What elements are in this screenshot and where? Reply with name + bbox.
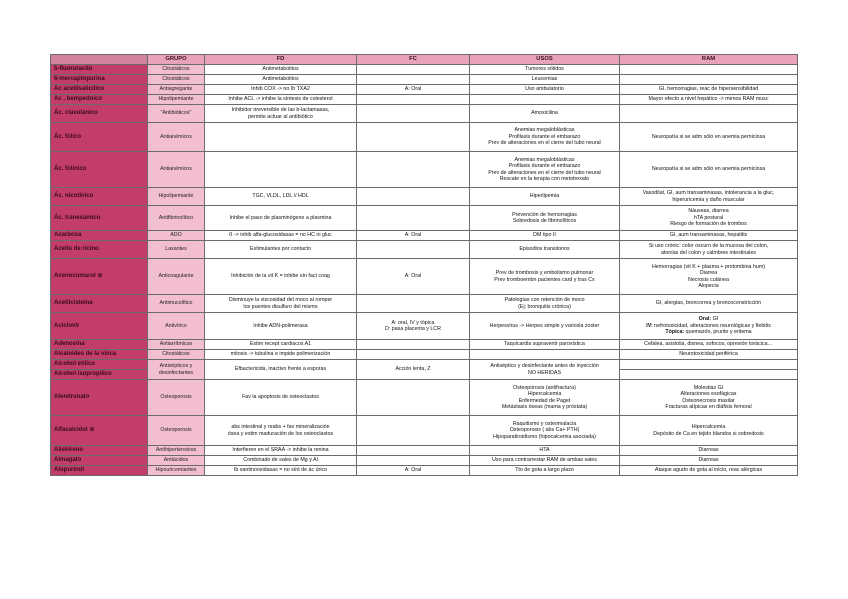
cell-line: Inhib COX -> no Ib TXA2 [251, 86, 310, 93]
cell-grupo: Citostáticos [148, 75, 205, 85]
cell-usos [470, 446, 620, 456]
cell-usos [470, 75, 620, 85]
cell-ram [620, 446, 798, 456]
cell-grupo: Antimucolítico [148, 295, 205, 313]
cell-grupo: Laxantes [148, 241, 205, 259]
cell-line: Rescate en la terapia con metotrexato [499, 175, 590, 182]
drug-name: Alcohol etílico [51, 360, 148, 370]
cell-line: Osteoporosis ( abs Ca+ PTH) [509, 427, 580, 434]
drug-name: Ác. nicotínico [51, 188, 148, 206]
cell-usos [470, 85, 620, 95]
drug-name: Aliskireno [51, 446, 148, 456]
cell-line: Uso para contrarrestar RAM de ambas sales [492, 457, 597, 464]
cell-fc [357, 416, 470, 446]
cell-line: Episodios transitorios [519, 246, 570, 253]
cell-fd [205, 95, 357, 105]
cell-line: Prev de trombosis y embolismo pulmonar [495, 270, 594, 277]
cell-usos [470, 231, 620, 241]
drug-name: Almagato [51, 456, 148, 466]
cell-line: Cefalea, asistolia, disnea, sofocos, opresión torácica… [644, 341, 773, 348]
cell-fd [205, 206, 357, 231]
cell-line: GI, hemorragias, reac de hipersensibilidad [658, 86, 759, 93]
cell-line: Taquicardia supraventr paroxística [504, 341, 585, 348]
cell-line: Raquitismo y osteomalacia [512, 420, 577, 427]
cell-line: Hiperlipemia [529, 193, 560, 200]
cell-usos [470, 466, 620, 476]
cell-grupo: Antifibrinolítico [148, 206, 205, 231]
header-corner [51, 55, 148, 65]
cell-fd [205, 188, 357, 206]
drug-name: Alopurinol [51, 466, 148, 476]
table-row [51, 466, 798, 476]
cell-line: Antiséptico y desinfectante antes de inyección [490, 363, 599, 370]
drug-name: Ác. folínico [51, 152, 148, 188]
cell-fd [205, 259, 357, 295]
cell-grupo: Antiagregante [148, 85, 205, 95]
cell-ram [620, 360, 798, 370]
cell-ram [620, 231, 798, 241]
cell-grupo: Antianémicos [148, 152, 205, 188]
cell-fc [357, 380, 470, 416]
cell-line: Sobredosis de fibrinolíticos [512, 218, 577, 224]
cell-line: Riesgo de formación de trombos [670, 221, 747, 228]
cell-line: Oral: GI [698, 316, 719, 323]
drug-name: Alcaloides de la vinca [51, 350, 148, 360]
cell-ram [620, 380, 798, 416]
drug-name: Ác. clavulánico [51, 105, 148, 123]
table-row [51, 360, 798, 370]
cell-grupo: "Antibióticos" [148, 105, 205, 123]
cell-line: Diarrea [699, 270, 718, 277]
table-row [51, 105, 798, 123]
cell-ram [620, 259, 798, 295]
cell-usos [470, 241, 620, 259]
cell-line: Prev de alteraciones en el cierre del tubo neural [488, 140, 601, 147]
cell-line: HTA [539, 447, 550, 454]
cell-line: Inhibe el paso de plasminógeno a plasmina [229, 214, 332, 221]
cell-line: IV: nefrotoxicidad, alteraciones neurológicas y flebitis [646, 322, 771, 329]
cell-line: Ib xantinooxidasas = no sínt de ác úrico [233, 467, 328, 474]
cell-ram [620, 95, 798, 105]
drug-name: Aceite de ricino [51, 241, 148, 259]
table-body [51, 65, 798, 476]
cell-fc [357, 350, 470, 360]
cell-line: Leucemias [531, 76, 558, 83]
cell-ram [620, 75, 798, 85]
cell-fc [357, 152, 470, 188]
cell-line: DM tipo II [533, 232, 556, 239]
cell-ram [620, 416, 798, 446]
drug-name: 6-mercaptopurina [51, 75, 148, 85]
cell-grupo: Citostáticos [148, 65, 205, 75]
cell-ram [620, 466, 798, 476]
cell-line: A: Oral [404, 467, 422, 474]
drug-name: Acarbosa [51, 231, 148, 241]
cell-line: Antimetabolitos [262, 66, 299, 73]
cell-line: Diarreas [698, 457, 719, 464]
cell-usos [470, 95, 620, 105]
cell-fc [357, 360, 470, 380]
cell-line: Metástasis óseas (mama y próstata) [501, 403, 588, 410]
cell-usos [470, 105, 620, 123]
table-row [51, 206, 798, 231]
cell-ram [620, 188, 798, 206]
cell-line: Osteoporosis (antifractura) [513, 384, 576, 391]
drug-name: Ác acetilsalicílico [51, 85, 148, 95]
header-usos: USOS [470, 55, 620, 65]
cell-fc [357, 123, 470, 152]
drug-name: Ác . bempedoico [51, 95, 148, 105]
cell-line: Mayor efecto a nivel hepático -> menos RAM musc [648, 96, 769, 103]
cell-line: Ataque agudo de gota al inicio, reac alérgicas [654, 467, 763, 474]
cell-line: NO HERIDAS [528, 369, 561, 376]
cell-ram [620, 85, 798, 95]
cell-usos [470, 340, 620, 350]
cell-line: TGC, VLDL, LDL // HDL [252, 193, 309, 200]
table-row [51, 313, 798, 340]
cell-line: Tópica: quemazón, prurito y eritema [665, 329, 752, 336]
cell-line: Neuropatía si se adm sólo en anemia perniciosa [651, 166, 766, 173]
cell-line: A: oral, IV y tópica [391, 319, 435, 326]
cell-fd [205, 152, 357, 188]
cell-line: Hipercalcemia [527, 391, 562, 398]
cell-line: Neurotoxicidad periférica [679, 351, 738, 358]
cell-line: Interfieren en el SRAA -> inhibe la renina [232, 447, 329, 454]
cell-grupo: Anticoagulante [148, 259, 205, 295]
cell-fc [357, 75, 470, 85]
cell-fc [357, 105, 470, 123]
table-row [51, 188, 798, 206]
cell-line: mitosis -> tubulina e impide polimerización [230, 351, 331, 358]
cell-line: Inhibidor irreversible de las b-lactamasas, [231, 107, 330, 114]
cell-usos [470, 259, 620, 295]
cell-ram [620, 206, 798, 231]
cell-line: Patologías con retención de moco [504, 297, 585, 304]
cell-grupo: Hipolipemiante [148, 188, 205, 206]
cell-fd [205, 340, 357, 350]
cell-line: ósea y estim maduración de los osteoclastos [227, 430, 334, 437]
cell-fc [357, 206, 470, 231]
cell-usos [470, 313, 620, 340]
cell-line: Fav la apoptosis de osteoclastos [242, 394, 319, 401]
cell-line: GI, alergias, broncorrea y broncoconstricción [655, 300, 762, 307]
cell-grupo: Antihipertensivos [148, 446, 205, 456]
cell-line: A: Oral [404, 232, 422, 239]
cell-line: Estimulantes por contacto [250, 246, 311, 253]
cell-line: Hipoparatiroidismo (hipocalcemia asociada) [493, 433, 596, 440]
cell-usos [470, 380, 620, 416]
cell-line: Tto de gota a largo plazo [515, 467, 574, 474]
cell-line: Necrosis cutánea [688, 276, 729, 283]
cell-line: A: Oral [404, 86, 422, 93]
cell-line: Enfermedad de Paget [518, 397, 571, 404]
cell-usos [470, 152, 620, 188]
cell-grupo: Antisépticos y desinfectantes [148, 360, 205, 380]
table-row [51, 123, 798, 152]
cell-line: Depósito de Ca en tejido blandos si sobredosis [653, 430, 764, 437]
cell-line: permite actuar al antibiótico [248, 113, 313, 120]
pharmacology-table [50, 54, 798, 476]
header-fc: FC [357, 55, 470, 65]
drug-name: Acenocumarol ⊕ [51, 259, 148, 295]
cell-fd [205, 123, 357, 152]
table-row [51, 65, 798, 75]
cell-line: Hemorragias (vit K + plasma + protombina hum) [651, 263, 766, 270]
table-row [51, 85, 798, 95]
cell-ram [620, 456, 798, 466]
cell-fd [205, 380, 357, 416]
cell-line: Inhibe ADN-polimerasa [253, 322, 308, 329]
table-row [51, 241, 798, 259]
cell-line: Profilaxis durante el embarazo [508, 163, 581, 170]
cell-ram [620, 370, 798, 380]
cell-fd [205, 75, 357, 85]
cell-line: Prev de alteraciones en el cierre del tubo neural [488, 169, 601, 176]
table-row [51, 446, 798, 456]
cell-line: hTA postural [693, 214, 724, 221]
cell-line: Prev tromboembn pacientes card y tras Cx [494, 276, 595, 283]
drug-name: Acetilcisteína [51, 295, 148, 313]
cell-ram [620, 105, 798, 123]
cell-fd [205, 466, 357, 476]
drug-name: Alfacalcidol ⊕ [51, 416, 148, 446]
cell-line: Inhibición de la vit K = inhibe sín fact coag [231, 273, 330, 280]
cell-fd [205, 456, 357, 466]
cell-line: D: pasa placenta y LCR [385, 326, 441, 332]
cell-line: Herpesvirus -> Herpes simple y varicela zoster [489, 322, 600, 329]
cell-grupo: Antianémicos [148, 123, 205, 152]
cell-line: Hipercalcemia [691, 424, 726, 431]
cell-grupo: Hipolipemiante [148, 95, 205, 105]
cell-grupo: Hipouricemiantes [148, 466, 205, 476]
cell-fc [357, 241, 470, 259]
cell-ram [620, 313, 798, 340]
cell-ram [620, 350, 798, 360]
table-row [51, 95, 798, 105]
cell-line: Uso ambulatorio [525, 86, 564, 93]
cell-line: Efbactericida, inactivo frente a esporas [234, 366, 327, 373]
cell-grupo: Osteoporosis [148, 380, 205, 416]
cell-fd [205, 416, 357, 446]
cell-fc [357, 295, 470, 313]
cell-fc [357, 65, 470, 75]
drug-name: Ác. tranexámico [51, 206, 148, 231]
cell-line: atonías del colon y calmbres intestinales [660, 249, 757, 256]
cell-line: Inhibe ACL -> inhibe la síntesis de colesterol [228, 96, 333, 103]
cell-line: Náuseas, diarrea [688, 208, 729, 215]
cell-usos [470, 456, 620, 466]
cell-fd [205, 350, 357, 360]
cell-usos [470, 360, 620, 380]
cell-line: Amoxicilina [531, 110, 558, 117]
table-row [51, 340, 798, 350]
cell-grupo: Antiarrítmicos [148, 340, 205, 350]
header-fd: FD [205, 55, 357, 65]
cell-grupo: Antivírico [148, 313, 205, 340]
cell-line: los puentes disulfuro del mismo [243, 303, 318, 310]
cell-ram [620, 295, 798, 313]
cell-usos [470, 188, 620, 206]
cell-fd [205, 85, 357, 95]
cell-grupo: Citostáticos [148, 350, 205, 360]
header-ram: RAM [620, 55, 798, 65]
cell-fc [357, 231, 470, 241]
cell-fc [357, 340, 470, 350]
cell-usos [470, 416, 620, 446]
cell-fd [205, 313, 357, 340]
cell-fd [205, 446, 357, 456]
cell-fc [357, 85, 470, 95]
cell-line: ß -> inhib alfa-glucosidasas = no HC ni gluc [229, 232, 332, 239]
cell-ram [620, 152, 798, 188]
cell-line: Estim recept cardiacos A1 [249, 341, 312, 348]
drug-name: Alendronato [51, 380, 148, 416]
cell-usos [470, 123, 620, 152]
cell-line: Combinado de sales de Mg y Al [243, 457, 318, 464]
cell-fd [205, 295, 357, 313]
cell-line: Disminuye la viscosidad del moco al romper [228, 297, 333, 304]
table-row [51, 231, 798, 241]
cell-line: Neuropatía si se adm sólo en anemia perniciosa [651, 133, 766, 140]
cell-line: Profilaxis durante el embarazo [508, 133, 581, 140]
cell-fd [205, 241, 357, 259]
drug-name: Adenosina [51, 340, 148, 350]
cell-line: Anemias megaloblásticas [514, 156, 575, 163]
cell-ram [620, 241, 798, 259]
cell-usos [470, 295, 620, 313]
cell-fc [357, 188, 470, 206]
cell-fd [205, 65, 357, 75]
cell-line: GI, aum transaminasas, hepatitis [669, 232, 748, 239]
cell-line: Si uso crónic: color oscuro de la mucosa del colon, [648, 243, 769, 250]
cell-line: Osteonecrosis maxilar [682, 397, 735, 404]
cell-fc [357, 259, 470, 295]
cell-line: Acción lenta, Z [395, 366, 431, 373]
table-row [51, 259, 798, 295]
table-row [51, 380, 798, 416]
cell-usos [470, 65, 620, 75]
cell-line: Diarreas [698, 447, 719, 454]
cell-fd [205, 105, 357, 123]
table-row [51, 350, 798, 360]
drug-name: Ác. fólico [51, 123, 148, 152]
cell-fc [357, 456, 470, 466]
cell-grupo: ADO [148, 231, 205, 241]
cell-ram [620, 65, 798, 75]
table-row [51, 75, 798, 85]
header-grupo: GRUPO [148, 55, 205, 65]
cell-line: Molestias GI [693, 384, 724, 391]
cell-ram [620, 123, 798, 152]
drug-name: 5-fluoruracilo [51, 65, 148, 75]
cell-line: A: Oral [404, 273, 422, 280]
cell-line: (Ej: bronquitis crónica) [518, 303, 571, 310]
table-row [51, 416, 798, 446]
cell-grupo: Osteoporosis [148, 416, 205, 446]
cell-fc [357, 466, 470, 476]
cell-fd [205, 360, 357, 380]
cell-fc [357, 446, 470, 456]
cell-line: abs intestinal y reabs + fav mineralización [231, 424, 330, 431]
cell-line: Vasodilat, GI, aum transaminasas, intolerancia a la gluc, [642, 190, 775, 197]
cell-grupo: Antiácidos [148, 456, 205, 466]
cell-usos [470, 206, 620, 231]
cell-usos [470, 350, 620, 360]
cell-line: Antimetabolitos [262, 76, 299, 83]
cell-line: Alteraciones esofágicas [680, 391, 737, 398]
cell-ram [620, 340, 798, 350]
drug-name: Alcohol isopropílico [51, 370, 148, 380]
cell-fd [205, 231, 357, 241]
table-row [51, 295, 798, 313]
table-row [51, 456, 798, 466]
cell-line: hiperuricemia y daño muscular [672, 196, 745, 203]
cell-line: Anemias megaloblásticas [514, 127, 575, 134]
table-row [51, 152, 798, 188]
cell-line: Fracturas atípicas en diáfisis femoral [665, 403, 752, 410]
drug-name: Aciclovir [51, 313, 148, 340]
cell-fc [357, 95, 470, 105]
cell-fc [357, 313, 470, 340]
header-row [51, 55, 798, 65]
cell-line: Prevención de hemorragias [512, 211, 577, 218]
cell-line: Alopecia [698, 282, 719, 289]
cell-line: Tumores sólidos [525, 66, 564, 73]
